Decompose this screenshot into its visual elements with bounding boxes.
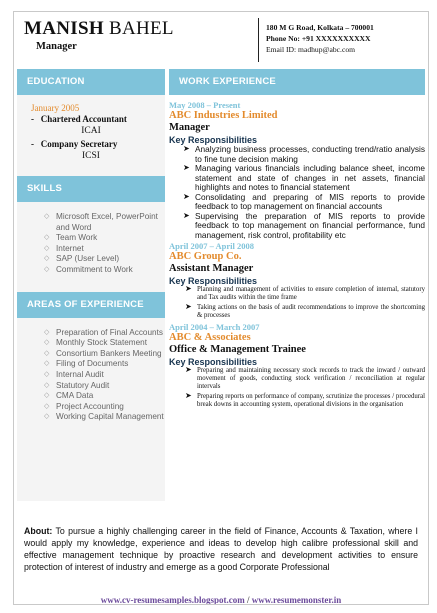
arrow-icon: ➤ <box>183 210 190 220</box>
list-item: ➤ Analyzing business processes, conducting trend/ratio analysis to fine tune decision making <box>183 144 425 164</box>
list-item: ➤ Preparing and maintaining necessary stock records to track the inward / outward movement of goods, conducting stock verification / reconciliation at regular intervals <box>185 364 425 391</box>
arrow-icon: ➤ <box>185 390 192 400</box>
list-item: ◇ Working Capital Management <box>44 412 164 422</box>
list-item: ◇ SAP (User Level) <box>44 254 120 264</box>
right-column <box>169 69 425 411</box>
list-item: ◇ Internet <box>44 243 84 253</box>
diamond-icon: ◇ <box>44 349 50 357</box>
list-item: ◇ Commitment to Work <box>44 264 133 274</box>
diamond-icon: ◇ <box>44 339 50 347</box>
list-item: ◇ Filing of Documents <box>44 359 129 369</box>
candidate-role: Manager <box>36 41 77 52</box>
job-dates: April 2007 – April 2008 <box>169 241 255 251</box>
diamond-icon: ◇ <box>44 402 50 410</box>
list-item: ◇ Monthly Stock Statement <box>44 338 148 348</box>
job-entry <box>169 241 425 321</box>
diamond-icon: ◇ <box>44 413 50 421</box>
work-heading: WORK EXPERIENCE <box>169 69 425 95</box>
diamond-icon: ◇ <box>44 244 50 252</box>
diamond-icon: ◇ <box>44 234 50 242</box>
first-name: MANISH <box>24 18 104 39</box>
education-item: - Company Secretary <box>31 139 118 149</box>
list-item: ➤ Preparing reports on performance of company, scrutinize the processes / procedural break downs in accounting system, operational divisions in the organisation <box>185 390 425 409</box>
arrow-icon: ➤ <box>185 364 192 374</box>
job-entry <box>169 322 425 410</box>
list-item: ◇ Internal Audit <box>44 369 104 379</box>
resume-page <box>13 11 429 605</box>
areas-list <box>17 318 165 423</box>
last-name: BAHEL <box>108 18 174 39</box>
job-dates: April 2004 – March 2007 <box>169 321 260 332</box>
list-item: ➤ Supervising the preparation of MIS reports to provide feedback to top management on financial performance, fund management, risk control, profitability etc <box>183 210 425 240</box>
arrow-icon: ➤ <box>183 144 190 153</box>
job-entry <box>169 100 425 240</box>
email: Email ID: madhup@abc.com <box>266 45 356 54</box>
header-name-block <box>24 14 254 52</box>
education-item: - Chartered Accountant <box>31 114 127 124</box>
list-item: ◇ Consortium Bankers Meeting <box>44 348 162 358</box>
job-dates: May 2008 – Present <box>169 100 241 110</box>
diamond-icon: ◇ <box>44 370 50 378</box>
education-institution: ICSI <box>82 151 100 161</box>
left-column <box>17 69 165 501</box>
header-divider <box>258 18 259 62</box>
skills-heading: SKILLS <box>17 176 165 202</box>
job-title: Office & Management Trainee <box>169 343 306 355</box>
list-item: ◇ Project Accounting <box>44 401 124 411</box>
about-section <box>24 525 418 573</box>
education-section <box>17 95 165 161</box>
list-item: ◇ Microsoft Excel, PowerPoint and Word <box>44 212 158 232</box>
about-text: To pursue a highly challenging career in the field of Finance, Accounts & Taxation, where I would apply my knowledge, experience and ideas to develop high calibre professional skill and effective management technique by proactive research and development activities to ensure protection of interest of industry and emerge as a good Corporate Professional <box>24 526 418 572</box>
footer-link-site[interactable]: www.resumemonster.in <box>251 595 342 605</box>
diamond-icon: ◇ <box>44 265 50 273</box>
arrow-icon: ➤ <box>183 163 190 172</box>
diamond-icon: ◇ <box>44 392 50 400</box>
arrow-icon: ➤ <box>183 191 190 201</box>
list-item: ➤ Taking actions on the basis of audit recommendations to improve the shortcoming & processes <box>185 301 425 320</box>
footer-separator: / <box>244 595 252 605</box>
list-item: ◇ Statutory Audit <box>44 380 110 390</box>
footer-links <box>14 595 428 605</box>
list-item: ◇ Preparation of Final Accounts <box>44 327 163 337</box>
diamond-icon: ◇ <box>44 213 50 220</box>
job-company: ABC Group Co. <box>169 251 242 262</box>
responsibility-list <box>169 145 425 240</box>
diamond-icon: ◇ <box>44 381 50 389</box>
diamond-icon: ◇ <box>44 328 50 336</box>
key-responsibilities-label: Key Responsibilities <box>169 276 258 286</box>
list-item: ➤ Consolidating and preparing of MIS reports to provide feedback to top management on financial accounts <box>183 191 425 211</box>
areas-heading: AREAS OF EXPERIENCE <box>17 292 165 318</box>
education-date: January 2005 <box>31 103 80 113</box>
footer-link-blog[interactable]: www.cv-resumesamples.blogspot.com <box>100 595 245 605</box>
job-company: ABC & Associates <box>169 331 251 343</box>
job-title: Assistant Manager <box>169 263 254 274</box>
education-institution: ICAI <box>81 126 101 136</box>
list-item: ➤ Managing various financials including balance sheet, income statement and state of changes in net assets, financial highlights and notes to financial statement <box>183 163 425 192</box>
list-item: ◇ CMA Data <box>44 391 94 401</box>
responsibility-list <box>169 286 425 321</box>
list-item: ◇ Team Work <box>44 233 98 243</box>
job-title: Manager <box>169 122 210 133</box>
responsibility-list <box>169 364 425 410</box>
address: 180 M G Road, Kolkata – 700001 <box>266 23 374 32</box>
candidate-name <box>24 18 254 40</box>
education-heading: EDUCATION <box>17 69 165 95</box>
about-label: About: <box>24 526 53 536</box>
diamond-icon: ◇ <box>44 255 50 263</box>
contact-block <box>266 22 374 55</box>
key-responsibilities-label: Key Responsibilities <box>169 135 258 145</box>
skills-list <box>17 202 165 276</box>
phone: Phone No: +91 XXXXXXXXXX <box>266 34 371 43</box>
diamond-icon: ◇ <box>44 360 50 368</box>
arrow-icon: ➤ <box>185 284 192 293</box>
key-responsibilities-label: Key Responsibilities <box>169 356 258 367</box>
arrow-icon: ➤ <box>185 301 192 311</box>
list-item: ➤ Planning and management of activities to ensure completion of internal, statutory and Tax audits within the time frame <box>185 284 425 302</box>
job-company: ABC Industries Limited <box>169 110 278 121</box>
